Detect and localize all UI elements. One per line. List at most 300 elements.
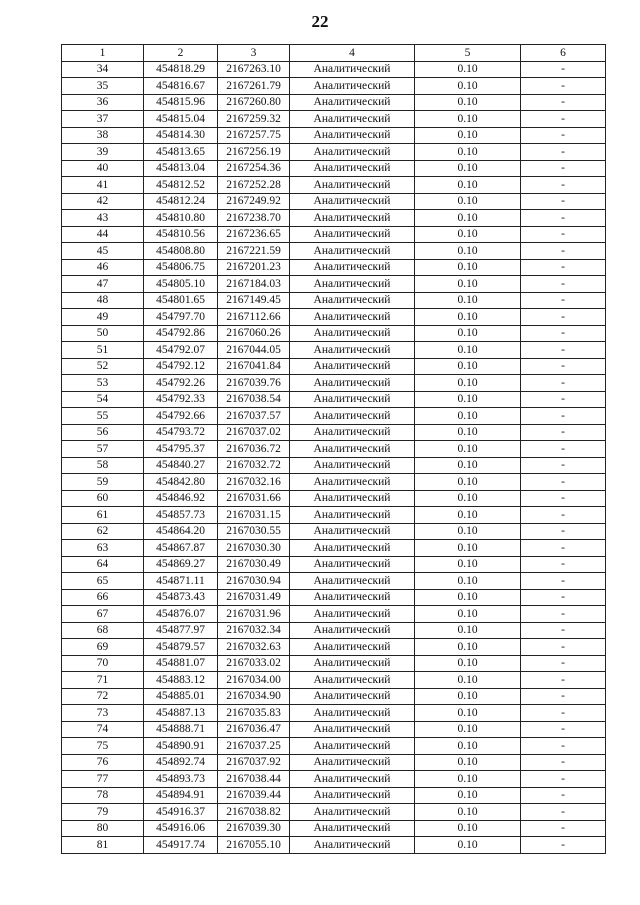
y-coordinate-cell: 2167236.65 xyxy=(218,226,290,243)
note-cell: - xyxy=(521,474,606,491)
method-cell: Аналитический xyxy=(290,243,415,260)
note-cell: - xyxy=(521,738,606,755)
accuracy-cell: 0.10 xyxy=(415,688,521,705)
note-cell: - xyxy=(521,144,606,161)
table-row xyxy=(62,375,606,392)
accuracy-cell: 0.10 xyxy=(415,622,521,639)
table-row xyxy=(62,177,606,194)
y-coordinate-cell: 2167037.92 xyxy=(218,754,290,771)
y-coordinate-cell: 2167037.25 xyxy=(218,738,290,755)
note-cell: - xyxy=(521,160,606,177)
x-coordinate-cell: 454813.65 xyxy=(144,144,218,161)
point-number-cell: 81 xyxy=(62,837,144,854)
table-row xyxy=(62,721,606,738)
method-cell: Аналитический xyxy=(290,457,415,474)
accuracy-cell: 0.10 xyxy=(415,441,521,458)
y-coordinate-cell: 2167032.16 xyxy=(218,474,290,491)
table-row xyxy=(62,820,606,837)
method-cell: Аналитический xyxy=(290,771,415,788)
table-row xyxy=(62,573,606,590)
note-cell: - xyxy=(521,639,606,656)
x-coordinate-cell: 454871.11 xyxy=(144,573,218,590)
table-header xyxy=(62,45,606,62)
accuracy-cell: 0.10 xyxy=(415,177,521,194)
table-row xyxy=(62,61,606,78)
method-cell: Аналитический xyxy=(290,556,415,573)
accuracy-cell: 0.10 xyxy=(415,358,521,375)
y-coordinate-cell: 2167038.82 xyxy=(218,804,290,821)
y-coordinate-cell: 2167060.26 xyxy=(218,325,290,342)
point-number-cell: 45 xyxy=(62,243,144,260)
method-cell: Аналитический xyxy=(290,820,415,837)
point-number-cell: 37 xyxy=(62,111,144,128)
y-coordinate-cell: 2167259.32 xyxy=(218,111,290,128)
point-number-cell: 78 xyxy=(62,787,144,804)
x-coordinate-cell: 454815.96 xyxy=(144,94,218,111)
note-cell: - xyxy=(521,771,606,788)
table-row xyxy=(62,325,606,342)
note-cell: - xyxy=(521,688,606,705)
accuracy-cell: 0.10 xyxy=(415,127,521,144)
note-cell: - xyxy=(521,523,606,540)
accuracy-cell: 0.10 xyxy=(415,738,521,755)
method-cell: Аналитический xyxy=(290,309,415,326)
point-number-cell: 61 xyxy=(62,507,144,524)
accuracy-cell: 0.10 xyxy=(415,721,521,738)
y-coordinate-cell: 2167257.75 xyxy=(218,127,290,144)
method-cell: Аналитический xyxy=(290,738,415,755)
note-cell: - xyxy=(521,787,606,804)
y-coordinate-cell: 2167184.03 xyxy=(218,276,290,293)
method-cell: Аналитический xyxy=(290,292,415,309)
note-cell: - xyxy=(521,540,606,557)
point-number-cell: 76 xyxy=(62,754,144,771)
table-row xyxy=(62,606,606,623)
accuracy-cell: 0.10 xyxy=(415,259,521,276)
table-row xyxy=(62,523,606,540)
accuracy-cell: 0.10 xyxy=(415,375,521,392)
point-number-cell: 66 xyxy=(62,589,144,606)
point-number-cell: 41 xyxy=(62,177,144,194)
method-cell: Аналитический xyxy=(290,408,415,425)
column-header-1: 1 xyxy=(62,45,144,62)
point-number-cell: 44 xyxy=(62,226,144,243)
note-cell: - xyxy=(521,226,606,243)
note-cell: - xyxy=(521,424,606,441)
table-row xyxy=(62,259,606,276)
point-number-cell: 53 xyxy=(62,375,144,392)
method-cell: Аналитический xyxy=(290,424,415,441)
table-row xyxy=(62,358,606,375)
x-coordinate-cell: 454792.66 xyxy=(144,408,218,425)
table-row xyxy=(62,556,606,573)
y-coordinate-cell: 2167041.84 xyxy=(218,358,290,375)
y-coordinate-cell: 2167035.83 xyxy=(218,705,290,722)
table-row xyxy=(62,589,606,606)
method-cell: Аналитический xyxy=(290,787,415,804)
x-coordinate-cell: 454792.12 xyxy=(144,358,218,375)
accuracy-cell: 0.10 xyxy=(415,457,521,474)
note-cell: - xyxy=(521,94,606,111)
method-cell: Аналитический xyxy=(290,441,415,458)
x-coordinate-cell: 454876.07 xyxy=(144,606,218,623)
table-row xyxy=(62,144,606,161)
method-cell: Аналитический xyxy=(290,325,415,342)
note-cell: - xyxy=(521,375,606,392)
note-cell: - xyxy=(521,820,606,837)
method-cell: Аналитический xyxy=(290,259,415,276)
y-coordinate-cell: 2167032.63 xyxy=(218,639,290,656)
note-cell: - xyxy=(521,358,606,375)
x-coordinate-cell: 454881.07 xyxy=(144,655,218,672)
x-coordinate-cell: 454873.43 xyxy=(144,589,218,606)
point-number-cell: 52 xyxy=(62,358,144,375)
table-row xyxy=(62,490,606,507)
method-cell: Аналитический xyxy=(290,61,415,78)
x-coordinate-cell: 454869.27 xyxy=(144,556,218,573)
note-cell: - xyxy=(521,127,606,144)
table-row xyxy=(62,111,606,128)
note-cell: - xyxy=(521,457,606,474)
table-row xyxy=(62,94,606,111)
y-coordinate-cell: 2167038.44 xyxy=(218,771,290,788)
x-coordinate-cell: 454888.71 xyxy=(144,721,218,738)
method-cell: Аналитический xyxy=(290,127,415,144)
accuracy-cell: 0.10 xyxy=(415,94,521,111)
accuracy-cell: 0.10 xyxy=(415,160,521,177)
y-coordinate-cell: 2167036.47 xyxy=(218,721,290,738)
column-header-4: 4 xyxy=(290,45,415,62)
note-cell: - xyxy=(521,243,606,260)
accuracy-cell: 0.10 xyxy=(415,639,521,656)
x-coordinate-cell: 454795.37 xyxy=(144,441,218,458)
x-coordinate-cell: 454792.07 xyxy=(144,342,218,359)
x-coordinate-cell: 454842.80 xyxy=(144,474,218,491)
point-number-cell: 68 xyxy=(62,622,144,639)
table-row xyxy=(62,441,606,458)
method-cell: Аналитический xyxy=(290,837,415,854)
table-row xyxy=(62,292,606,309)
table-row xyxy=(62,391,606,408)
x-coordinate-cell: 454890.91 xyxy=(144,738,218,755)
method-cell: Аналитический xyxy=(290,144,415,161)
method-cell: Аналитический xyxy=(290,226,415,243)
y-coordinate-cell: 2167252.28 xyxy=(218,177,290,194)
accuracy-cell: 0.10 xyxy=(415,111,521,128)
x-coordinate-cell: 454810.56 xyxy=(144,226,218,243)
accuracy-cell: 0.10 xyxy=(415,540,521,557)
accuracy-cell: 0.10 xyxy=(415,325,521,342)
x-coordinate-cell: 454792.33 xyxy=(144,391,218,408)
accuracy-cell: 0.10 xyxy=(415,606,521,623)
x-coordinate-cell: 454894.91 xyxy=(144,787,218,804)
accuracy-cell: 0.10 xyxy=(415,424,521,441)
method-cell: Аналитический xyxy=(290,474,415,491)
accuracy-cell: 0.10 xyxy=(415,556,521,573)
table-row xyxy=(62,804,606,821)
accuracy-cell: 0.10 xyxy=(415,61,521,78)
y-coordinate-cell: 2167030.55 xyxy=(218,523,290,540)
accuracy-cell: 0.10 xyxy=(415,342,521,359)
method-cell: Аналитический xyxy=(290,375,415,392)
point-number-cell: 48 xyxy=(62,292,144,309)
table-row xyxy=(62,622,606,639)
y-coordinate-cell: 2167039.44 xyxy=(218,787,290,804)
column-header-3: 3 xyxy=(218,45,290,62)
note-cell: - xyxy=(521,672,606,689)
y-coordinate-cell: 2167033.02 xyxy=(218,655,290,672)
y-coordinate-cell: 2167031.15 xyxy=(218,507,290,524)
table-row xyxy=(62,672,606,689)
table-row xyxy=(62,688,606,705)
method-cell: Аналитический xyxy=(290,342,415,359)
x-coordinate-cell: 454867.87 xyxy=(144,540,218,557)
table-row xyxy=(62,193,606,210)
y-coordinate-cell: 2167030.30 xyxy=(218,540,290,557)
y-coordinate-cell: 2167055.10 xyxy=(218,837,290,854)
note-cell: - xyxy=(521,589,606,606)
table-row xyxy=(62,507,606,524)
accuracy-cell: 0.10 xyxy=(415,672,521,689)
note-cell: - xyxy=(521,573,606,590)
x-coordinate-cell: 454797.70 xyxy=(144,309,218,326)
table-row xyxy=(62,655,606,672)
x-coordinate-cell: 454815.04 xyxy=(144,111,218,128)
point-number-cell: 70 xyxy=(62,655,144,672)
coordinates-table xyxy=(61,44,606,854)
column-header-6: 6 xyxy=(521,45,606,62)
note-cell: - xyxy=(521,259,606,276)
y-coordinate-cell: 2167031.96 xyxy=(218,606,290,623)
point-number-cell: 72 xyxy=(62,688,144,705)
point-number-cell: 80 xyxy=(62,820,144,837)
table-row xyxy=(62,309,606,326)
x-coordinate-cell: 454864.20 xyxy=(144,523,218,540)
note-cell: - xyxy=(521,441,606,458)
point-number-cell: 74 xyxy=(62,721,144,738)
table-row xyxy=(62,127,606,144)
x-coordinate-cell: 454805.10 xyxy=(144,276,218,293)
note-cell: - xyxy=(521,193,606,210)
column-header-2: 2 xyxy=(144,45,218,62)
table-row xyxy=(62,342,606,359)
method-cell: Аналитический xyxy=(290,160,415,177)
x-coordinate-cell: 454877.97 xyxy=(144,622,218,639)
x-coordinate-cell: 454916.06 xyxy=(144,820,218,837)
point-number-cell: 64 xyxy=(62,556,144,573)
note-cell: - xyxy=(521,721,606,738)
point-number-cell: 47 xyxy=(62,276,144,293)
method-cell: Аналитический xyxy=(290,490,415,507)
x-coordinate-cell: 454792.86 xyxy=(144,325,218,342)
point-number-cell: 57 xyxy=(62,441,144,458)
y-coordinate-cell: 2167032.34 xyxy=(218,622,290,639)
x-coordinate-cell: 454793.72 xyxy=(144,424,218,441)
x-coordinate-cell: 454883.12 xyxy=(144,672,218,689)
y-coordinate-cell: 2167038.54 xyxy=(218,391,290,408)
column-header-5: 5 xyxy=(415,45,521,62)
y-coordinate-cell: 2167036.72 xyxy=(218,441,290,458)
method-cell: Аналитический xyxy=(290,94,415,111)
method-cell: Аналитический xyxy=(290,721,415,738)
x-coordinate-cell: 454879.57 xyxy=(144,639,218,656)
method-cell: Аналитический xyxy=(290,622,415,639)
accuracy-cell: 0.10 xyxy=(415,144,521,161)
x-coordinate-cell: 454846.92 xyxy=(144,490,218,507)
note-cell: - xyxy=(521,309,606,326)
y-coordinate-cell: 2167112.66 xyxy=(218,309,290,326)
table-row xyxy=(62,754,606,771)
y-coordinate-cell: 2167034.00 xyxy=(218,672,290,689)
point-number-cell: 34 xyxy=(62,61,144,78)
point-number-cell: 40 xyxy=(62,160,144,177)
y-coordinate-cell: 2167261.79 xyxy=(218,78,290,95)
y-coordinate-cell: 2167044.05 xyxy=(218,342,290,359)
table-row xyxy=(62,540,606,557)
point-number-cell: 60 xyxy=(62,490,144,507)
point-number-cell: 38 xyxy=(62,127,144,144)
y-coordinate-cell: 2167031.66 xyxy=(218,490,290,507)
y-coordinate-cell: 2167201.23 xyxy=(218,259,290,276)
table-row xyxy=(62,771,606,788)
point-number-cell: 59 xyxy=(62,474,144,491)
note-cell: - xyxy=(521,622,606,639)
point-number-cell: 35 xyxy=(62,78,144,95)
y-coordinate-cell: 2167030.49 xyxy=(218,556,290,573)
x-coordinate-cell: 454840.27 xyxy=(144,457,218,474)
table-row xyxy=(62,457,606,474)
method-cell: Аналитический xyxy=(290,672,415,689)
accuracy-cell: 0.10 xyxy=(415,309,521,326)
accuracy-cell: 0.10 xyxy=(415,705,521,722)
accuracy-cell: 0.10 xyxy=(415,837,521,854)
method-cell: Аналитический xyxy=(290,754,415,771)
header-row xyxy=(62,45,606,62)
page-number: 22 xyxy=(311,12,329,31)
method-cell: Аналитический xyxy=(290,705,415,722)
note-cell: - xyxy=(521,177,606,194)
y-coordinate-cell: 2167263.10 xyxy=(218,61,290,78)
point-number-cell: 51 xyxy=(62,342,144,359)
accuracy-cell: 0.10 xyxy=(415,573,521,590)
point-number-cell: 55 xyxy=(62,408,144,425)
method-cell: Аналитический xyxy=(290,573,415,590)
x-coordinate-cell: 454813.04 xyxy=(144,160,218,177)
y-coordinate-cell: 2167037.57 xyxy=(218,408,290,425)
accuracy-cell: 0.10 xyxy=(415,507,521,524)
table-row xyxy=(62,210,606,227)
method-cell: Аналитический xyxy=(290,507,415,524)
accuracy-cell: 0.10 xyxy=(415,787,521,804)
note-cell: - xyxy=(521,276,606,293)
x-coordinate-cell: 454792.26 xyxy=(144,375,218,392)
table-row xyxy=(62,408,606,425)
y-coordinate-cell: 2167032.72 xyxy=(218,457,290,474)
table-row xyxy=(62,276,606,293)
accuracy-cell: 0.10 xyxy=(415,474,521,491)
y-coordinate-cell: 2167221.59 xyxy=(218,243,290,260)
note-cell: - xyxy=(521,61,606,78)
accuracy-cell: 0.10 xyxy=(415,589,521,606)
point-number-cell: 39 xyxy=(62,144,144,161)
y-coordinate-cell: 2167039.76 xyxy=(218,375,290,392)
accuracy-cell: 0.10 xyxy=(415,771,521,788)
x-coordinate-cell: 454893.73 xyxy=(144,771,218,788)
point-number-cell: 75 xyxy=(62,738,144,755)
y-coordinate-cell: 2167256.19 xyxy=(218,144,290,161)
note-cell: - xyxy=(521,490,606,507)
table-body xyxy=(62,61,606,853)
method-cell: Аналитический xyxy=(290,111,415,128)
method-cell: Аналитический xyxy=(290,540,415,557)
note-cell: - xyxy=(521,292,606,309)
accuracy-cell: 0.10 xyxy=(415,193,521,210)
note-cell: - xyxy=(521,754,606,771)
table-row xyxy=(62,738,606,755)
point-number-cell: 62 xyxy=(62,523,144,540)
table-row xyxy=(62,474,606,491)
x-coordinate-cell: 454808.80 xyxy=(144,243,218,260)
note-cell: - xyxy=(521,111,606,128)
x-coordinate-cell: 454818.29 xyxy=(144,61,218,78)
x-coordinate-cell: 454857.73 xyxy=(144,507,218,524)
y-coordinate-cell: 2167034.90 xyxy=(218,688,290,705)
point-number-cell: 71 xyxy=(62,672,144,689)
y-coordinate-cell: 2167039.30 xyxy=(218,820,290,837)
note-cell: - xyxy=(521,78,606,95)
table-row xyxy=(62,160,606,177)
note-cell: - xyxy=(521,210,606,227)
point-number-cell: 46 xyxy=(62,259,144,276)
table-row xyxy=(62,787,606,804)
point-number-cell: 58 xyxy=(62,457,144,474)
method-cell: Аналитический xyxy=(290,523,415,540)
note-cell: - xyxy=(521,804,606,821)
accuracy-cell: 0.10 xyxy=(415,804,521,821)
accuracy-cell: 0.10 xyxy=(415,490,521,507)
note-cell: - xyxy=(521,606,606,623)
accuracy-cell: 0.10 xyxy=(415,292,521,309)
y-coordinate-cell: 2167037.02 xyxy=(218,424,290,441)
y-coordinate-cell: 2167030.94 xyxy=(218,573,290,590)
note-cell: - xyxy=(521,342,606,359)
note-cell: - xyxy=(521,655,606,672)
point-number-cell: 43 xyxy=(62,210,144,227)
accuracy-cell: 0.10 xyxy=(415,243,521,260)
point-number-cell: 50 xyxy=(62,325,144,342)
accuracy-cell: 0.10 xyxy=(415,391,521,408)
note-cell: - xyxy=(521,556,606,573)
accuracy-cell: 0.10 xyxy=(415,78,521,95)
method-cell: Аналитический xyxy=(290,655,415,672)
method-cell: Аналитический xyxy=(290,177,415,194)
point-number-cell: 63 xyxy=(62,540,144,557)
table-row xyxy=(62,424,606,441)
point-number-cell: 67 xyxy=(62,606,144,623)
x-coordinate-cell: 454816.67 xyxy=(144,78,218,95)
method-cell: Аналитический xyxy=(290,639,415,656)
x-coordinate-cell: 454814.30 xyxy=(144,127,218,144)
x-coordinate-cell: 454806.75 xyxy=(144,259,218,276)
point-number-cell: 79 xyxy=(62,804,144,821)
y-coordinate-cell: 2167238.70 xyxy=(218,210,290,227)
note-cell: - xyxy=(521,507,606,524)
y-coordinate-cell: 2167031.49 xyxy=(218,589,290,606)
point-number-cell: 54 xyxy=(62,391,144,408)
table-row xyxy=(62,243,606,260)
point-number-cell: 36 xyxy=(62,94,144,111)
method-cell: Аналитический xyxy=(290,193,415,210)
